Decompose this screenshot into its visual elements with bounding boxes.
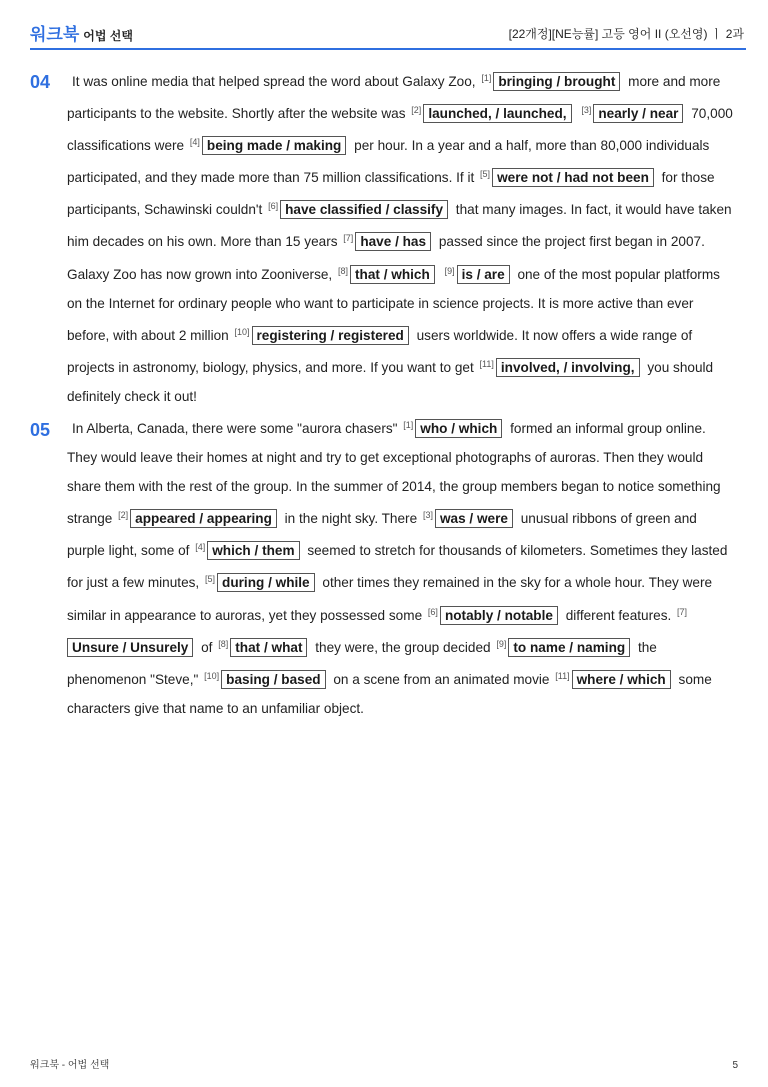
choice-box-04-5[interactable]: were not / had not been xyxy=(492,168,654,187)
choice-box-05-3[interactable]: was / were xyxy=(435,509,513,528)
passage-text: per hour. In a year and a half, more than 80,000 individuals participated, and they made more than 75 million classifications. If it xyxy=(67,138,710,186)
passage-text: 70,000 classifications were xyxy=(67,106,733,154)
choice-box-05-2[interactable]: appeared / appearing xyxy=(130,509,277,528)
choice-box-05-11[interactable]: where / which xyxy=(572,670,671,689)
choice-box-04-1[interactable]: bringing / brought xyxy=(493,72,620,91)
choice-box-04-2[interactable]: launched, / launched, xyxy=(423,104,571,123)
passage-text: the phenomenon "Steve," xyxy=(67,639,657,687)
passage-text: for those participants, Schawinski couldn't xyxy=(67,170,715,218)
blank-marker: [8] xyxy=(338,265,349,276)
passage-text: seemed to stretch for thousands of kilometers. Sometimes they lasted for just a few minutes, xyxy=(67,543,728,591)
passage-text: one of the most popular platforms on the Internet for ordinary people who want to participate in science projects. It is more active than ever before, with about 2 million xyxy=(67,266,720,343)
choice-box-04-4[interactable]: being made / making xyxy=(202,136,346,155)
choice-box-05-4[interactable]: which / them xyxy=(207,541,299,560)
passage-text: of xyxy=(201,639,213,655)
page-header xyxy=(30,18,746,50)
choice-box-04-9[interactable]: is / are xyxy=(457,265,510,284)
choice-box-04-8[interactable]: that / which xyxy=(350,265,435,284)
blank-marker: [10] xyxy=(234,326,250,337)
passage-text: In Alberta, Canada, there were some "aurora chasers" xyxy=(72,421,398,436)
blank-marker: [4] xyxy=(195,542,206,553)
question-number-04: 04 xyxy=(30,72,51,92)
brand-title: 워크북 xyxy=(30,25,80,44)
choice-box-04-6[interactable]: have classified / classify xyxy=(280,200,448,219)
choice-box-05-5[interactable]: during / while xyxy=(217,573,315,592)
blank-marker: [11] xyxy=(555,670,570,681)
blank-marker: [9] xyxy=(496,638,507,649)
passage-text: other times they remained in the sky for a whole hour. They were similar in appearance to auroras, yet they possessed some xyxy=(67,575,713,623)
blank-marker: [6] xyxy=(268,201,279,212)
passage-text: they were, the group decided xyxy=(315,639,491,655)
passage-text: passed since the project first began in 2007. Galaxy Zoo has now grown into Zooniverse, xyxy=(67,234,705,282)
blank-marker: [2] xyxy=(411,105,422,116)
choice-box-04-7[interactable]: have / has xyxy=(355,232,431,251)
question-04-passage xyxy=(67,64,738,411)
passage-text: that many images. In fact, it would have taken him decades on his own. More than 15 years xyxy=(67,202,732,250)
blank-marker: [11] xyxy=(479,358,494,369)
choice-box-04-3[interactable]: nearly / near xyxy=(593,104,683,123)
blank-marker: [6] xyxy=(427,606,438,617)
choice-box-05-10[interactable]: basing / based xyxy=(221,670,325,689)
passage-text: formed an informal group online. They would leave their homes at night and try to get exceptional photographs of auroras. Then they would share them with the rest of the group. In the summer of 2014, the group members began to notice something strange xyxy=(67,421,721,527)
choice-box-04-11[interactable]: involved, / involving, xyxy=(496,358,640,377)
workbook-brand xyxy=(30,20,133,45)
passage-text: you should definitely check it out! xyxy=(67,359,714,404)
passage-text: some characters give that name to an unfamiliar object. xyxy=(67,671,712,716)
footer-label: 워크북 - 어법 선택 xyxy=(30,1060,110,1071)
choice-box-05-1[interactable]: who / which xyxy=(415,419,502,438)
blank-marker: [3] xyxy=(422,510,433,521)
passage-text: unusual ribbons of green and purple light, some of xyxy=(67,511,697,559)
blank-marker: [5] xyxy=(205,574,216,585)
choice-box-05-7[interactable]: Unsure / Unsurely xyxy=(67,638,193,657)
passage-text: on a scene from an animated movie xyxy=(333,671,550,687)
question-number-05: 05 xyxy=(30,420,51,440)
passage-text: more and more participants to the website. Shortly after the website was xyxy=(67,74,721,122)
brand-subtitle: 어법 선택 xyxy=(83,29,133,43)
choice-box-05-9[interactable]: to name / naming xyxy=(508,638,630,657)
blank-marker: [10] xyxy=(204,670,220,681)
blank-marker: [4] xyxy=(189,137,200,148)
blank-marker: [3] xyxy=(581,105,592,116)
blank-marker: [1] xyxy=(403,420,414,430)
passage-text: users worldwide. It now offers a wide range of projects in astronomy, biology, physics, and more. If you want to get xyxy=(67,327,693,375)
question-05-passage xyxy=(67,411,738,723)
blank-marker: [1] xyxy=(481,73,492,83)
passage-text: It was online media that helped spread the word about Galaxy Zoo, xyxy=(72,74,476,89)
blank-marker: [9] xyxy=(444,265,455,276)
blank-marker: [7] xyxy=(343,233,354,244)
blank-marker: [7] xyxy=(677,606,688,617)
choice-box-04-10[interactable]: registering / registered xyxy=(252,326,409,345)
blank-marker: [5] xyxy=(480,169,491,180)
passage-text: different features. xyxy=(565,607,672,623)
course-title: [22개정][NE능률] 고등 영어 II (오선영) ㅣ 2과 xyxy=(508,27,744,41)
blank-marker: [8] xyxy=(218,638,229,649)
page-number: 5 xyxy=(732,1060,738,1071)
choice-box-05-8[interactable]: that / what xyxy=(230,638,307,657)
passage-text: in the night sky. There xyxy=(284,511,418,527)
choice-box-05-6[interactable]: notably / notable xyxy=(440,606,558,625)
blank-marker: [2] xyxy=(118,510,129,521)
